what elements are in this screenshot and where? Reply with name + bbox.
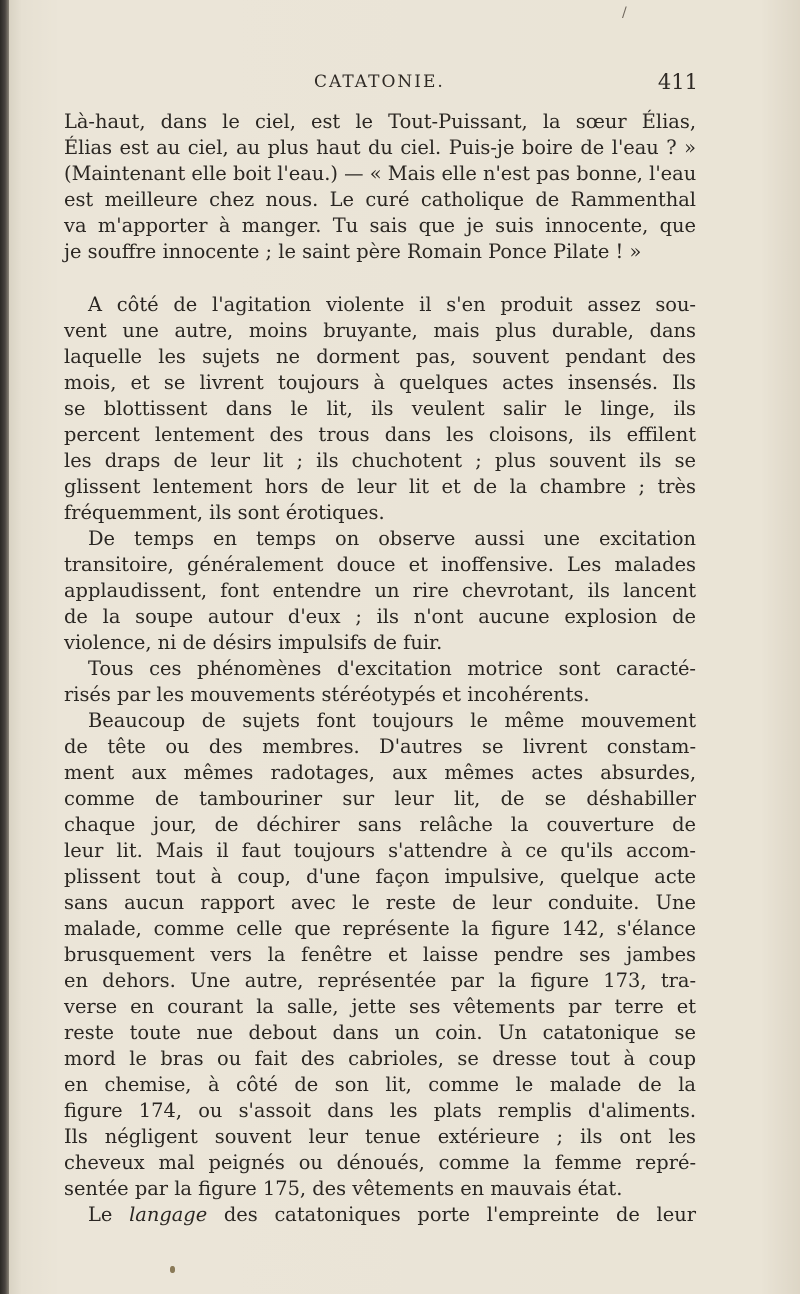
text-line: fréquemment, ils sont érotiques. [64,501,385,524]
text-line: chaque jour, de déchirer sans relâche la couverture de [64,813,696,836]
emphasized-term: langage [129,1203,208,1226]
text-line: figure 174, ou s'assoit dans les plats remplis d'aliments. [64,1099,696,1122]
text-line: ment aux mêmes radotages, aux mêmes actes absurdes, [64,761,696,784]
text-line: Tous ces phénomènes d'excitation motrice sont caracté- [88,657,696,680]
stray-pencil-mark: / [622,5,627,21]
text-line: reste toute nue debout dans un coin. Un catatonique se [64,1021,696,1044]
text-line: comme de tambouriner sur leur lit, de se déshabiller [64,787,696,810]
text-line: De temps en temps on observe aussi une excitation [88,527,696,550]
text-line: en dehors. Une autre, représentée par la figure 173, tra- [64,969,696,992]
running-title: CATATONIE. [314,72,445,92]
paragraph [64,526,696,656]
paragraph [64,292,696,526]
text-line: Là-haut, dans le ciel, est le Tout-Puissant, la sœur Élias, [64,110,696,133]
text-line: mois, et se livrent toujours à quelques actes insensés. Ils [64,371,696,394]
text-line: transitoire, généralement douce et inoffensive. Les malades [64,553,696,576]
paragraph-gap [64,265,696,292]
paragraph [64,708,696,1202]
text-line: violence, ni de désirs impulsifs de fuir. [64,631,443,654]
page-number: 411 [657,70,698,94]
paragraph-quote [64,109,696,265]
text-line: sans aucun rapport avec le reste de leur conduite. Une [64,891,696,914]
paragraph-continued [64,1202,696,1228]
text-line: les draps de leur lit ; ils chuchotent ; plus souvent ils se [64,449,696,472]
text-line: va m'apporter à manger. Tu sais que je suis innocente, que [64,214,696,237]
text-line: brusquement vers la fenêtre et laisse pendre ses jambes [64,943,696,966]
paper-speck [170,1266,175,1273]
text-run: Le [88,1203,130,1226]
text-line: A côté de l'agitation violente il s'en produit assez sou- [88,293,696,316]
text-line: risés par les mouvements stéréotypés et incohérents. [64,683,590,706]
text-line: leur lit. Mais il faut toujours s'attendre à ce qu'ils accom- [64,839,696,862]
page-spine-edge [0,0,9,1294]
text-line: vent une autre, moins bruyante, mais plus durable, dans [64,319,696,342]
text-line-mixed [64,1202,696,1228]
text-line: (Maintenant elle boit l'eau.) — « Mais elle n'est pas bonne, l'eau [64,162,697,185]
text-line: sentée par la figure 175, des vêtements en mauvais état. [64,1177,623,1200]
text-line: Ils négligent souvent leur tenue extérieure ; ils ont les [64,1125,696,1148]
text-line: en chemise, à côté de son lit, comme le malade de la [64,1073,696,1096]
text-line: plissent tout à coup, d'une façon impulsive, quelque acte [64,865,696,888]
text-line: de tête ou des membres. D'autres se livrent constam- [64,735,696,758]
text-line: est meilleure chez nous. Le curé catholique de Rammenthal [64,188,696,211]
page-header [62,70,698,100]
text-line: de la soupe autour d'eux ; ils n'ont aucune explosion de [64,605,696,628]
page-body [64,109,696,1228]
text-line: cheveux mal peignés ou dénoués, comme la femme repré- [64,1151,696,1174]
text-run: des catatoniques porte l'empreinte de leur [207,1203,696,1226]
text-line: Élias est au ciel, au plus haut du ciel. Puis-je boire de l'eau ? » [64,136,696,159]
text-line: applaudissent, font entendre un rire chevrotant, ils lancent [64,579,696,602]
text-line: laquelle les sujets ne dorment pas, souvent pendant des [64,345,696,368]
text-line: je souffre innocente ; le saint père Romain Ponce Pilate ! » [64,240,642,263]
text-line: percent lentement des trous dans les cloisons, ils effilent [64,423,696,446]
text-line: Beaucoup de sujets font toujours le même mouvement [88,709,696,732]
text-line: se blottissent dans le lit, ils veulent salir le linge, ils [64,397,696,420]
text-line: mord le bras ou fait des cabrioles, se dresse tout à coup [64,1047,696,1070]
paragraph [64,656,696,708]
text-line: verse en courant la salle, jette ses vêtements par terre et [64,995,696,1018]
text-line: glissent lentement hors de leur lit et de la chambre ; très [64,475,696,498]
text-line: malade, comme celle que représente la figure 142, s'élance [64,917,696,940]
